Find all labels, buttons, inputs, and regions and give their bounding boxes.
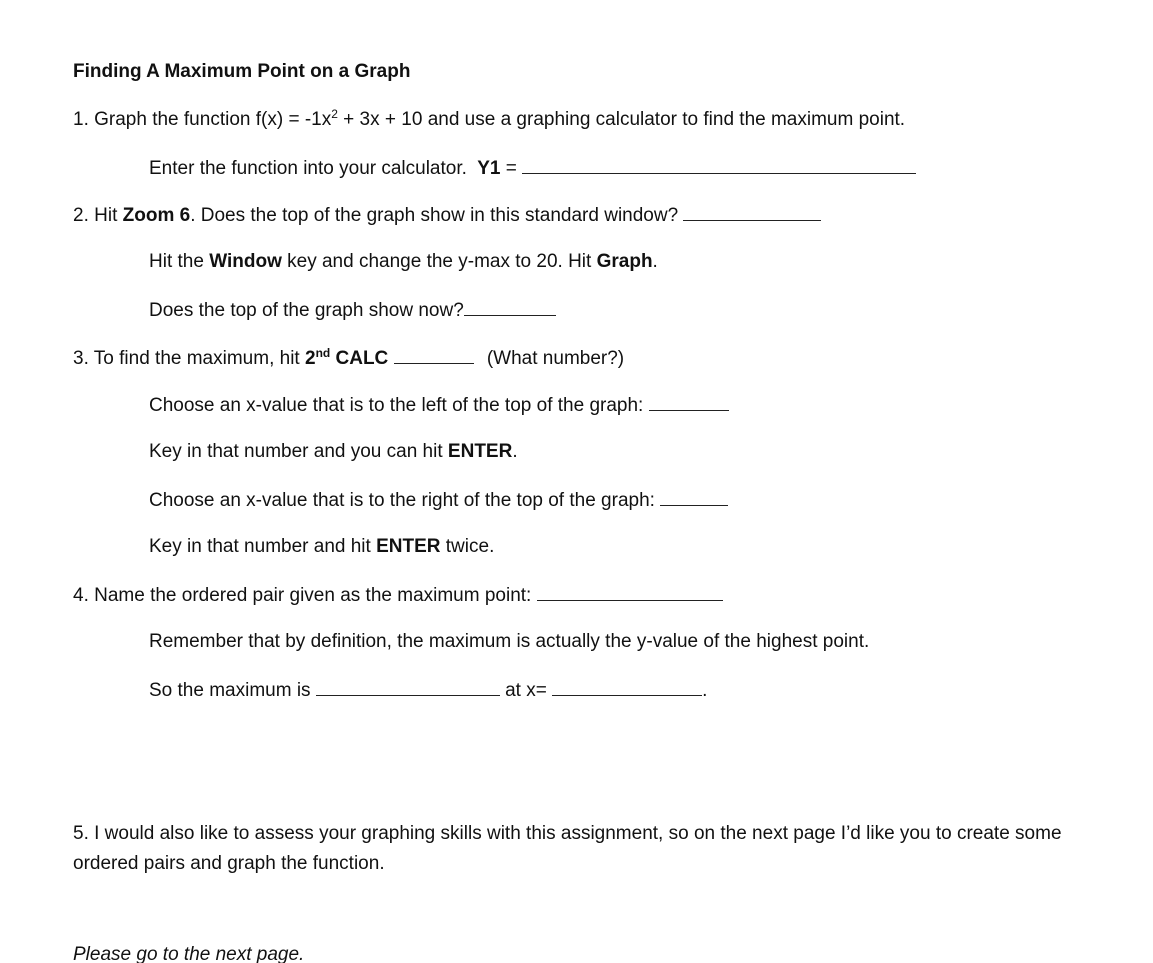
standard-window-answer-blank[interactable] [683, 202, 821, 221]
question-4 [73, 582, 723, 608]
y1-label: Y1 [477, 158, 501, 179]
question-2 [73, 202, 821, 228]
y1-equals: = [500, 158, 517, 179]
second-key: 2 [304, 348, 316, 369]
y1-answer-blank[interactable] [522, 155, 916, 174]
question-2-show-now-line [149, 297, 556, 323]
show-now-text: Does the top of the graph show now? [149, 300, 464, 321]
question-3-right-line [149, 487, 728, 513]
exponent: 2 [331, 107, 338, 121]
question-3-prefix: 3. To find the maximum, hit [73, 348, 305, 369]
question-3-left-line [149, 392, 729, 418]
calc-key: CALC [330, 348, 389, 369]
question-4-remember-line: Remember that by definition, the maximum is actually the y-value of the highest point. [149, 631, 870, 652]
question-2-text: . Does the top of the graph show in this standard window? [190, 205, 679, 226]
graph-key: Graph [596, 251, 653, 272]
worksheet-title: Finding A Maximum Point on a Graph [73, 61, 411, 82]
question-3-enter-line [149, 440, 518, 464]
show-now-answer-blank[interactable] [464, 297, 556, 316]
x-value-answer-blank[interactable] [552, 677, 702, 696]
question-1-enter-line [149, 155, 916, 181]
left-x-value-text: Choose an x-value that is to the left of the top of the graph: [149, 395, 644, 416]
question-4-max-line [149, 677, 707, 703]
right-x-value-answer-blank[interactable] [660, 487, 728, 506]
key-in-text: Key in that number and you can hit [149, 441, 448, 462]
zoom-6-key: Zoom 6 [122, 205, 191, 226]
so-max-text: So the maximum is [149, 680, 311, 701]
at-x-text: at x= [505, 680, 547, 701]
what-number-hint: (What number?) [486, 348, 625, 369]
question-4-text: 4. Name the ordered pair given as the maximum point: [73, 585, 532, 606]
enter-key: ENTER [447, 441, 513, 462]
left-x-value-answer-blank[interactable] [649, 392, 729, 411]
enter-key-twice: ENTER [376, 536, 441, 557]
maximum-value-answer-blank[interactable] [316, 677, 500, 696]
key-in-end: . [512, 441, 518, 462]
window-key: Window [209, 251, 282, 272]
ordered-pair-answer-blank[interactable] [537, 582, 723, 601]
question-2-window-line [149, 250, 658, 274]
second-superscript: nd [315, 346, 331, 360]
key-twice-end: twice. [440, 536, 495, 557]
question-3-twice-line [149, 535, 494, 559]
question-5: 5. I would also like to assess your graphing skills with this assignment, so on the next page I’d like you to create some ordered pairs and graph the function. [73, 823, 1062, 874]
window-instruction-end: . [652, 251, 658, 272]
next-page-note: Please go to the next page. [73, 944, 305, 963]
enter-function-text: Enter the function into your calculator. [149, 158, 473, 179]
question-1-text: 1. Graph the function f(x) = -1x [73, 109, 332, 130]
right-x-value-text: Choose an x-value that is to the right of the top of the graph: [149, 490, 655, 511]
max-line-period: . [702, 680, 708, 701]
window-instruction-mid: key and change the y-max to 20. Hit [281, 251, 597, 272]
question-2-prefix: 2. Hit [73, 205, 123, 226]
question-1 [73, 108, 905, 132]
window-instruction-pre: Hit the [149, 251, 210, 272]
key-twice-text: Key in that number and hit [149, 536, 377, 557]
calc-number-answer-blank[interactable] [394, 345, 474, 364]
question-1-text-rest: + 3x + 10 and use a graphing calculator to find the maximum point. [337, 109, 906, 130]
question-3 [73, 345, 624, 371]
